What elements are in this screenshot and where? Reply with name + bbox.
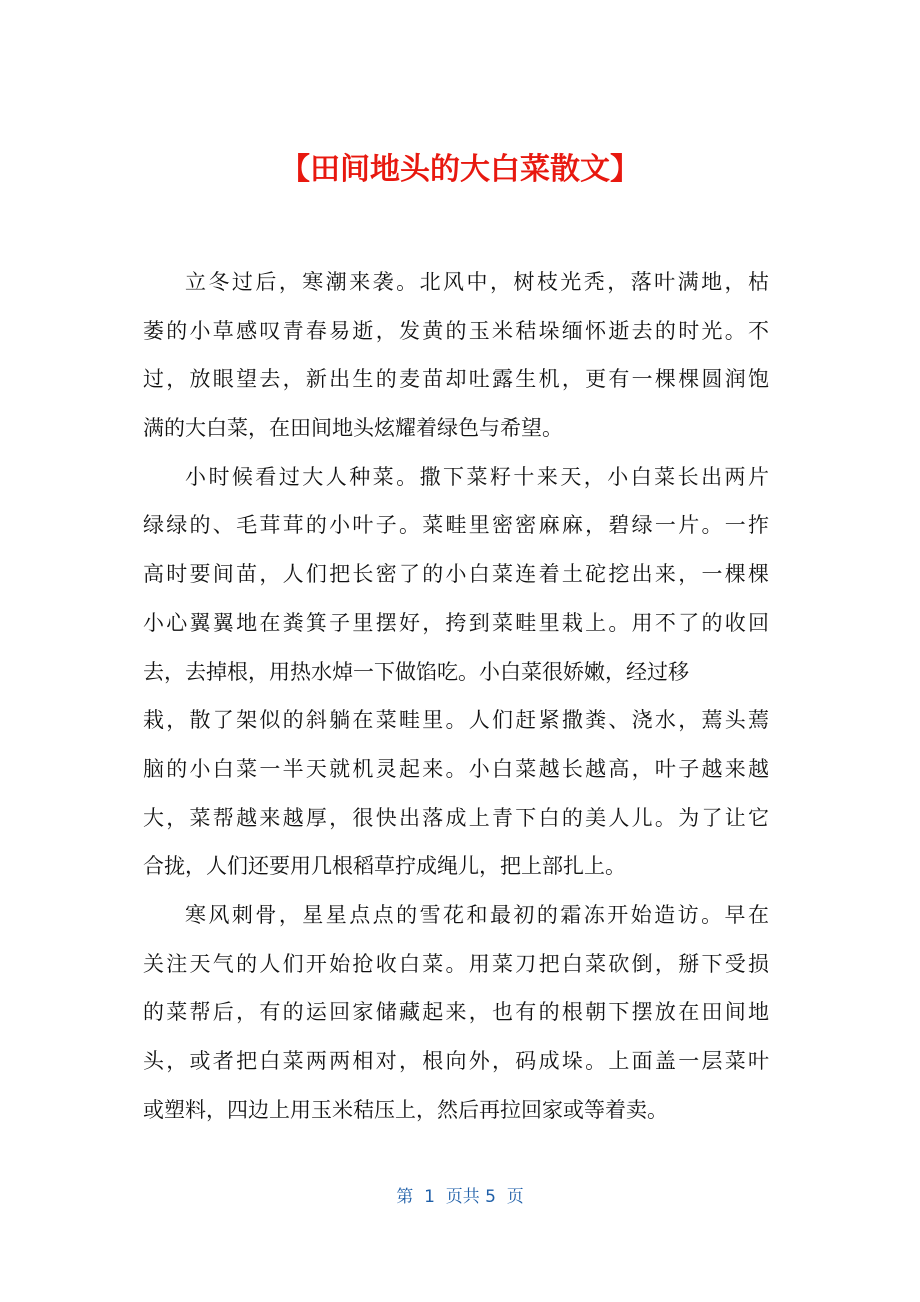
text-line: 过，放眼望去，新出生的麦苗却吐露生机，更有一棵棵圆润饱 xyxy=(143,367,769,392)
text-line: 关注天气的人们开始抢收白菜。用菜刀把白菜砍倒，掰下受损 xyxy=(143,951,769,976)
page-number-footer: 第 1 页共 5 页 xyxy=(396,1187,524,1207)
text-line: 头，或者把白菜两两相对，根向外，码成垛。上面盖一层菜叶 xyxy=(143,1049,769,1073)
text-line: 去，去掉根，用热水焯一下做馅吃。小白菜很娇嫩，经过移 xyxy=(143,659,689,684)
text-line: 大，菜帮越来越厚，很快出落成上青下白的美人儿。为了让它 xyxy=(143,805,769,830)
text-line: 栽，散了架似的斜躺在菜畦里。人们赶紧撒粪、浇水，蔫头蔫 xyxy=(143,708,769,733)
text-line: 寒风刺骨，星星点点的雪花和最初的霜冻开始造访。早在 xyxy=(185,902,769,927)
body-text xyxy=(143,258,769,1134)
text-line: 小时候看过大人种菜。撒下菜籽十来天，小白菜长出两片 xyxy=(185,464,769,489)
text-line: 合拢，人们还要用几根稻草拧成绳儿，把上部扎上。 xyxy=(143,854,626,879)
text-line: 满的大白菜，在田间地头炫耀着绿色与希望。 xyxy=(143,416,563,441)
text-line: 萎的小草感叹青春易逝，发黄的玉米秸垛缅怀逝去的时光。不 xyxy=(143,318,769,343)
text-line: 高时要间苗，人们把长密了的小白菜连着土砣挖出来，一棵棵 xyxy=(143,562,769,587)
text-line: 的菜帮后，有的运回家储藏起来，也有的根朝下摆放在田间地 xyxy=(143,1000,769,1025)
text-line: 或塑料，四边上用玉米秸压上，然后再拉回家或等着卖。 xyxy=(143,1097,668,1122)
text-line: 小心翼翼地在粪箕子里摆好，挎到菜畦里栽上。用不了的收回 xyxy=(143,610,769,635)
document-title: 【田间地头的大白菜散文】 xyxy=(280,152,640,187)
text-line: 绿绿的、毛茸茸的小叶子。菜畦里密密麻麻，碧绿一片。一拃 xyxy=(143,513,769,538)
text-line: 脑的小白菜一半天就机灵起来。小白菜越长越高，叶子越来越 xyxy=(143,756,769,781)
text-line: 立冬过后，寒潮来袭。北风中，树枝光秃，落叶满地，枯 xyxy=(185,270,769,294)
